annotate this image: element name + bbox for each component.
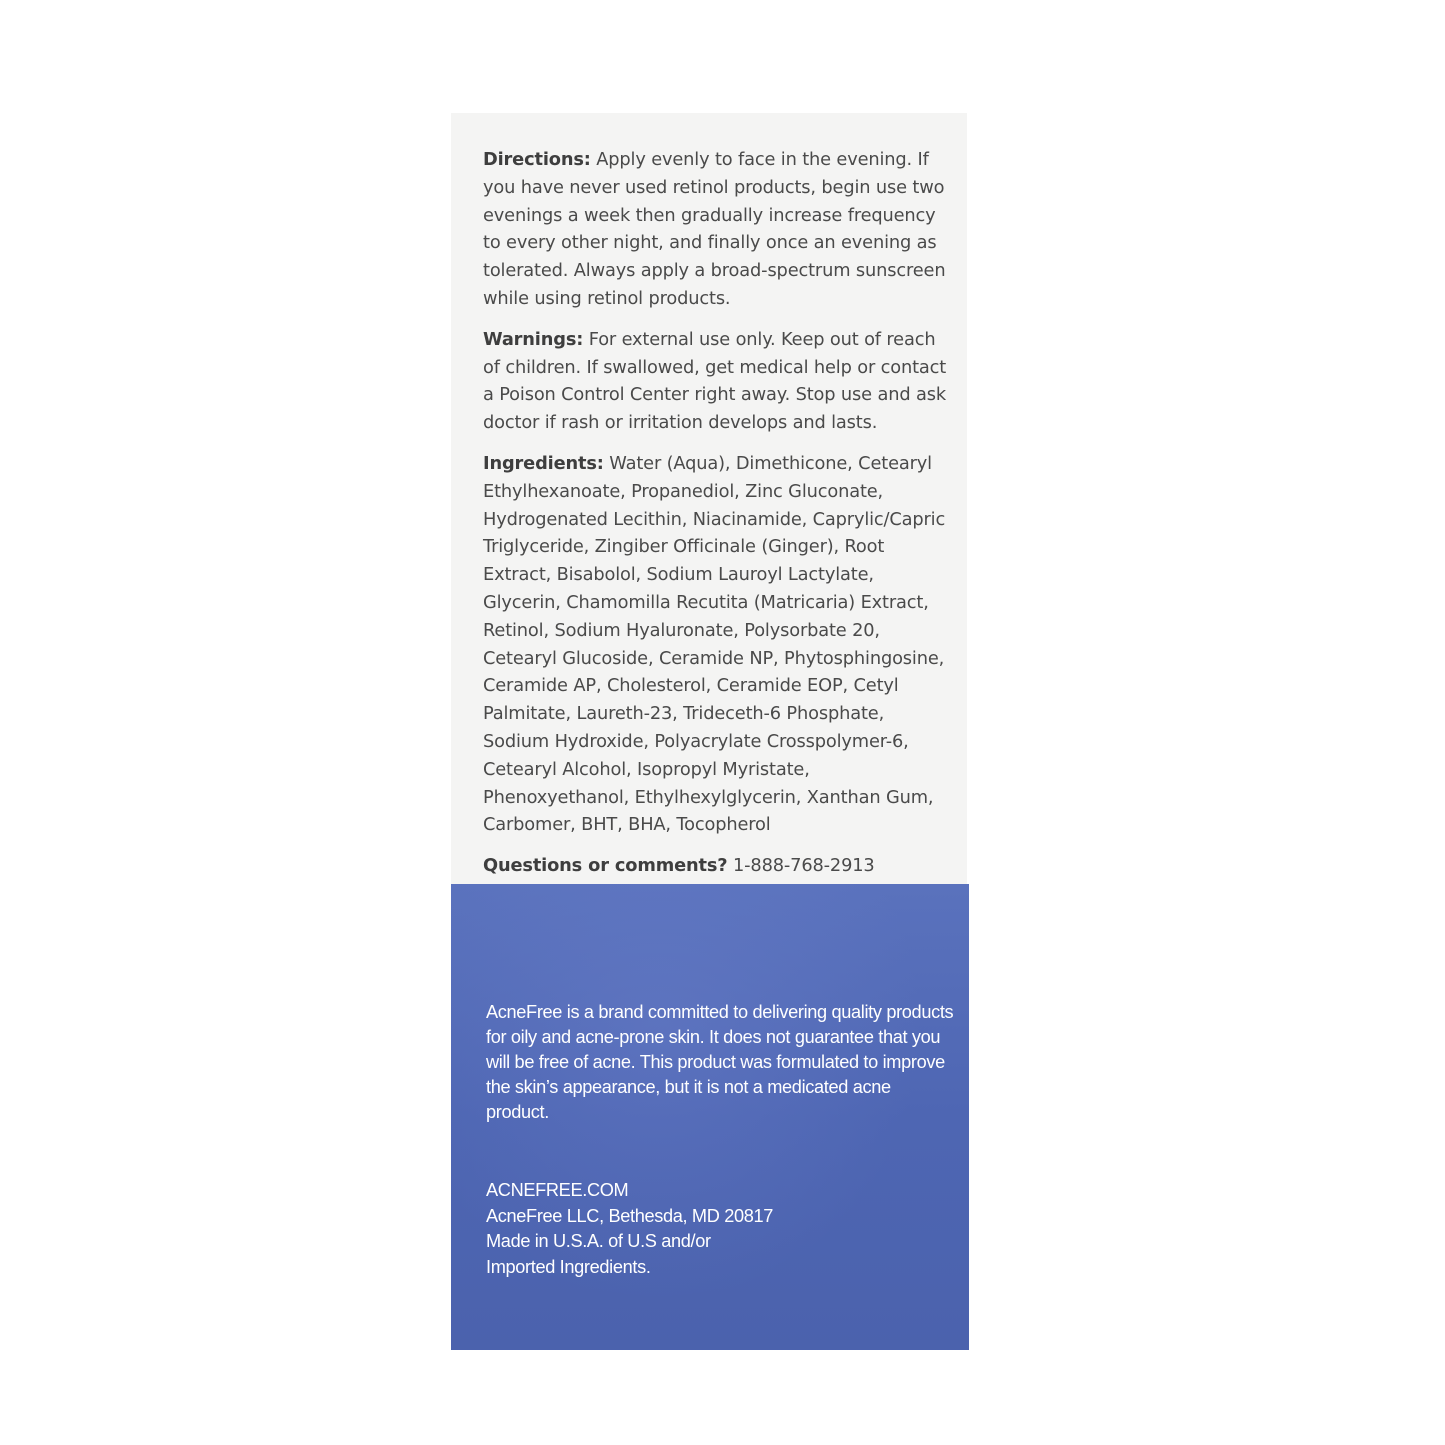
questions-heading: Questions or comments? (483, 855, 728, 877)
questions-section (483, 852, 947, 880)
ingredients-heading: Ingredients: (483, 452, 604, 474)
brand-disclaimer: AcneFree is a brand committed to delivering quality products for oily and acne-prone skin. It does not guarantee that you will be free of acne. This product was formulated to improve the skin’s appearance, but it is not a medicated acne product. (486, 1002, 954, 1122)
origin-line-2: Imported Ingredients. (486, 1256, 651, 1277)
brand-panel (451, 884, 969, 1350)
company-website: ACNEFREE.COM (486, 1180, 629, 1200)
company-info (486, 1178, 926, 1280)
warnings-section (483, 326, 947, 437)
label-info-panel (451, 113, 967, 884)
origin-line-1: Made in U.S.A. of U.S and/or (486, 1231, 711, 1251)
questions-phone: 1-888-768-2913 (732, 855, 875, 877)
warnings-text: For external use only. Keep out of reach of children. If swallowed, get medical help or contact a Poison Control Center right away. Stop use and ask doctor if rash or irritation develops and lasts. (483, 328, 947, 434)
company-address: AcneFree LLC, Bethesda, MD 20817 (486, 1205, 774, 1226)
directions-heading: Directions: (483, 149, 591, 170)
product-box-back (451, 113, 969, 1350)
ingredients-text: Water (Aqua), Dimethicone, Cetearyl Ethylhexanoate, Propanediol, Zinc Gluconate, Hydrogenated Lecithin, Niacinamide, Caprylic/Capric Triglyceride, Zingiber Officinale (Ginger), Root Extract, Bisabolol, Sodium Lauroyl Lactylate, Glycerin, Chamomilla Recutita (Matricaria) Extract, Retinol, Sodium Hyaluronate, Polysorbate 20, Cetearyl Glucoside, Ceramide NP, Phytosphingosine, Ceramide AP, Cholesterol, Ceramide EOP, Cetyl Palmitate, Laureth-23, Trideceth-6 Phosphate, Sodium Hydroxide, Polyacrylate Crosspolymer-6, Cetearyl Alcohol, Isopropyl Myristate, Phenoxyethanol, Ethylhexylglycerin, Xanthan Gum, Carbomer, BHT, BHA, Tocopherol (483, 452, 946, 836)
directions-section (483, 146, 947, 313)
warnings-heading: Warnings: (483, 328, 584, 350)
directions-text: Apply evenly to face in the evening. If you have never used retinol products, begin use two evenings a week then gradually increase frequency to every other night, and finally once an evening as tolerated. Always apply a broad-spectrum sunscreen while using retinol products. (483, 149, 946, 309)
ingredients-section (483, 450, 947, 839)
